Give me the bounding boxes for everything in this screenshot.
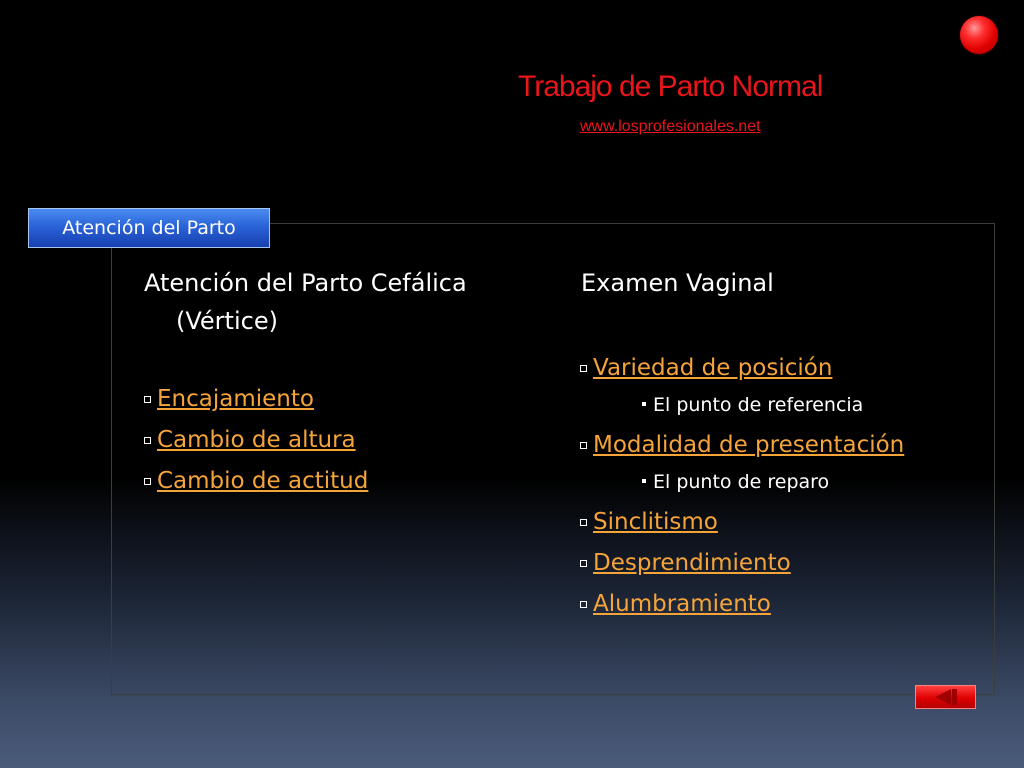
right-heading: Examen Vaginal (581, 269, 774, 297)
link-alumbramiento[interactable]: Alumbramiento (593, 591, 771, 617)
sub-list-item (580, 471, 904, 509)
hollow-square-bullet-icon (580, 442, 587, 449)
list-item (580, 355, 904, 394)
link-cambio-de-altura[interactable]: Cambio de altura (157, 427, 356, 453)
sub-item-label: El punto de referencia (653, 394, 864, 416)
sub-item-label: El punto de reparo (653, 471, 830, 493)
hollow-square-bullet-icon (144, 437, 151, 444)
page-title: Trabajo de Parto Normal (518, 70, 823, 103)
link-sinclitismo[interactable]: Sinclitismo (593, 509, 718, 535)
list-item (580, 591, 904, 632)
left-heading-line1: Atención del Parto Cefálica (144, 269, 467, 297)
red-circle-icon[interactable] (960, 16, 998, 54)
list-item (144, 468, 368, 509)
website-link[interactable]: www.losprofesionales.net (580, 118, 761, 135)
hollow-square-bullet-icon (144, 396, 151, 403)
sub-list-item (580, 394, 904, 432)
link-desprendimiento[interactable]: Desprendimiento (593, 550, 791, 576)
left-list (144, 386, 368, 509)
hollow-square-bullet-icon (580, 601, 587, 608)
filled-square-bullet-icon (642, 402, 646, 406)
section-tab[interactable]: Atención del Parto (28, 208, 270, 248)
list-item (580, 432, 904, 471)
list-item (580, 550, 904, 591)
list-item (144, 427, 368, 468)
hollow-square-bullet-icon (144, 478, 151, 485)
back-button[interactable] (915, 685, 976, 709)
list-item (144, 386, 368, 427)
link-cambio-de-actitud[interactable]: Cambio de actitud (157, 468, 369, 494)
link-variedad-de-posicion[interactable]: Variedad de posición (593, 355, 833, 381)
right-list (580, 355, 904, 632)
back-arrow-bar-icon (952, 689, 957, 705)
filled-square-bullet-icon (642, 479, 646, 483)
back-arrow-icon (935, 689, 951, 705)
hollow-square-bullet-icon (580, 560, 587, 567)
hollow-square-bullet-icon (580, 519, 587, 526)
left-heading (144, 264, 467, 340)
left-heading-line2: (Vértice) (176, 307, 278, 335)
link-encajamiento[interactable]: Encajamiento (157, 386, 314, 412)
hollow-square-bullet-icon (580, 365, 587, 372)
list-item (580, 509, 904, 550)
link-modalidad-de-presentacion[interactable]: Modalidad de presentación (593, 432, 905, 458)
